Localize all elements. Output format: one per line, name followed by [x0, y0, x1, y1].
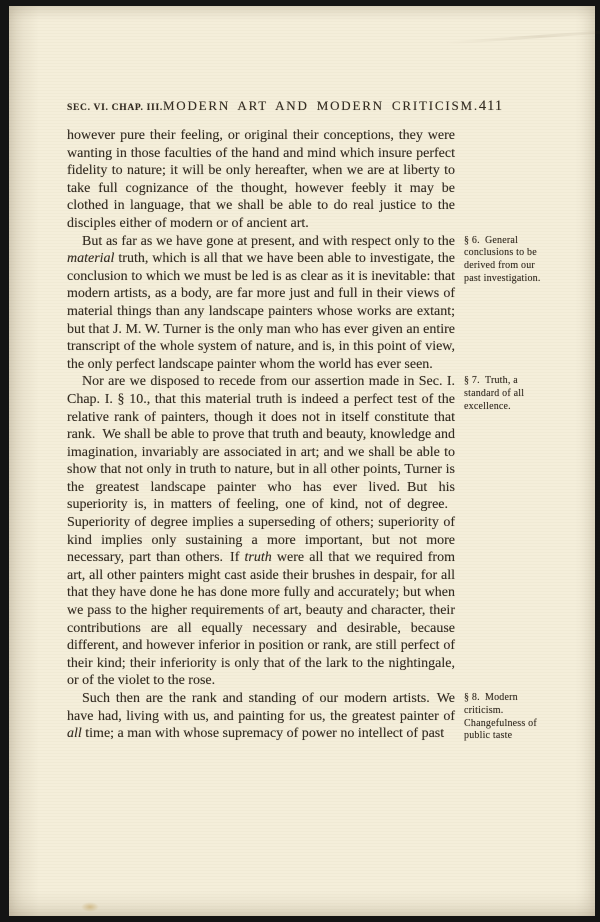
text-run: however pure their feeling, or original their conceptions, they were wanting in those faculties of the hand and mind which insure perfect fidelity to nature; it will be only hereafter, when we are at liberty to take full cognizance of the thought, however feebly it may be clothed in language, that we shall be able to do real justice to the disciples either of modern or of ancient art.: [67, 128, 455, 231]
sidenote: § 7. Truth, a standard of all excellence.: [464, 375, 525, 412]
paper-stain: [81, 902, 99, 912]
paragraph: [67, 127, 455, 233]
sidenote: § 6. General conclusions to be derived from our past investigation.: [464, 234, 541, 284]
running-title: MODERN ART AND MODERN CRITICISM.: [162, 98, 479, 113]
page-number: 411: [478, 98, 504, 114]
page-paper: [9, 6, 595, 916]
body-text: [67, 127, 541, 743]
text-run: Such then are the rank and standing of our modern artists. We have had, living with us, and painting for us, the greatest painter of: [67, 691, 455, 724]
sidenote: § 8. Modern criticism. Changefulness of public taste: [464, 692, 537, 742]
text-run: But as far as we have gone at present, and with respect only to the: [82, 233, 455, 249]
text-run: Nor are we disposed to recede from our assertion made in Sec. I. Chap. I. § 10., that this material truth is indeed a perfect test of the relative rank of painters, though it does not in itself constitute that rank. We shall be able to prove that truth and beauty, knowledge and imagination, invariably are associated in art; and we shall be able to show that not only in truth to nature, but in all other points, Turner is the greatest landscape painter who has ever lived. But his superiority is, in matters of feeling, one of kind, not of degree. Superiority of degree implies a superseding of others; superiority of kind implies only sustaining a more important, but not more necessary, part than others. If: [67, 374, 455, 566]
italic-text-run: all: [67, 726, 82, 742]
paragraph: [67, 233, 541, 374]
text-run: time; a man with whose supremacy of power no intellect of past: [81, 726, 445, 742]
text-run: truth, which is all that we have been able to investigate, the conclusion to which we must be led is as clear as it is inevitable: that modern artists, as a body, are far more just and full in their views of material things than any landscape painters whose works are extant; but that J. M. W. Turner is the only man who has ever given an entire transcript of the whole system of nature, and is, in this point of view, the only perfect landscape painter whom the world has ever seen.: [67, 251, 455, 372]
paragraph: [67, 373, 525, 690]
paper-crease: [445, 30, 600, 44]
italic-text-run: truth: [244, 550, 272, 566]
chapter-reference: SEC. VI. CHAP. III.: [67, 103, 163, 113]
paragraph: [67, 690, 537, 743]
running-header: [67, 98, 504, 115]
text-run: were all that we required from art, all other painters might cast aside their brushes in despair, for all that they have done he has done more fully and accurately; but when we pass to the higher requirements of art, beauty and character, their contributions are all equally necessary and desirable, because different, and however inferior in position or rank, are still perfect of their kind; their inferiority is only that of the lark to the nightingale, or of the violet to the rose.: [67, 550, 455, 689]
italic-text-run: material: [67, 251, 115, 267]
page-content: [67, 98, 541, 743]
